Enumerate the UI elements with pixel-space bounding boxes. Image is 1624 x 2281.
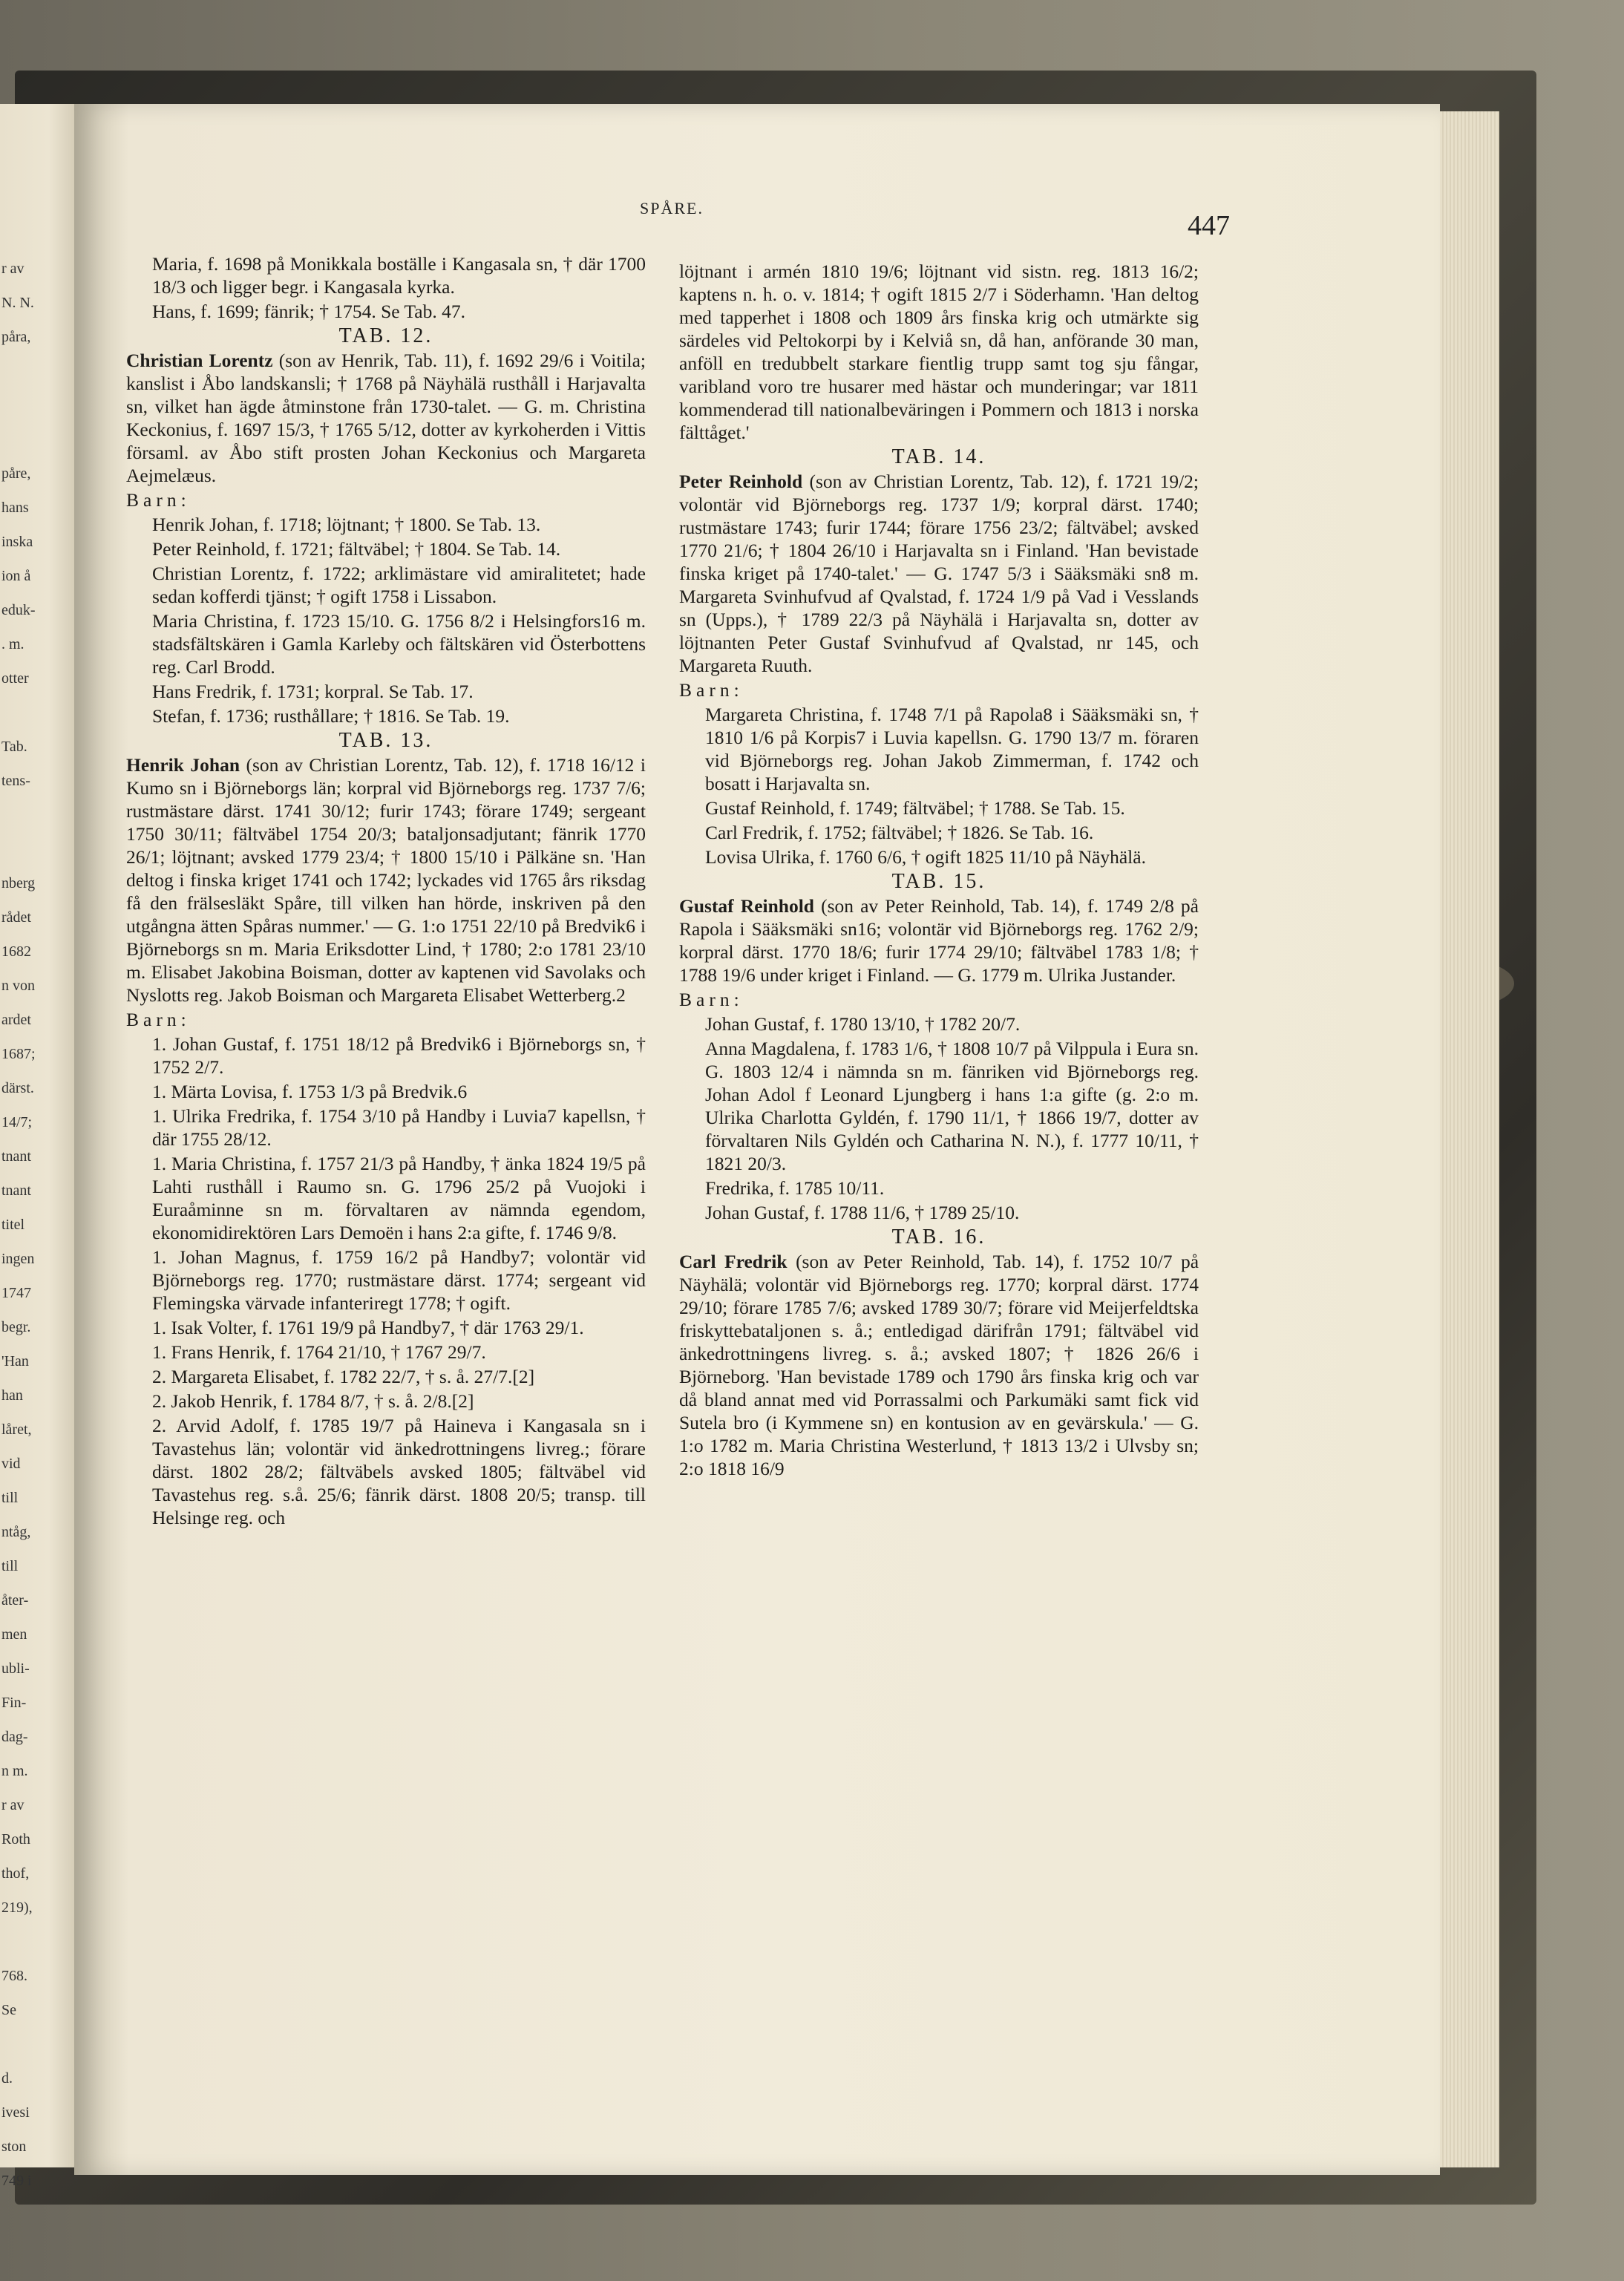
tab-14-name: Peter Reinhold — [679, 471, 803, 492]
tab-15-name: Gustaf Reinhold — [679, 895, 814, 917]
left-page-fragment: till — [1, 1490, 19, 1506]
left-page-fragment: 219), — [1, 1899, 33, 1916]
tab-14-barn: Barn: — [679, 679, 744, 701]
left-page-fragment: men — [1, 1626, 27, 1643]
tab-12-text: (son av Henrik, Tab. 11), f. 1692 29/6 i Voitila; kanslist i Åbo landskansli; † 1768 på Näyhälä rusthåll i Harjavalta sn, vilket han ägde åtminstone från 1730-talet. — G. m. Christina Keckonius, f. 1697 15/3, † 1765 5/12, dotter av kyrkoherden i Vittis församl. av Åbo stift prosten Johan Keckonius och Margareta Aejmelæus. — [126, 350, 646, 486]
tab-16-entry — [679, 1250, 1199, 1480]
tab-13-heading: TAB. 13. — [338, 729, 433, 752]
tab-12-child: Christian Lorentz, f. 1722; arklimästare vid amiralitetet; hade sedan kofferdi tjänst; † ogift 1758 i Lissabon. — [152, 563, 646, 607]
tab-16-name: Carl Fredrik — [679, 1251, 788, 1272]
tab-13-entry — [126, 753, 646, 1007]
tab-15-child: Johan Gustaf, f. 1780 13/10, † 1782 20/7. — [705, 1013, 1021, 1035]
tab-12-heading: TAB. 12. — [338, 324, 433, 347]
left-page-fragment: d. — [1, 2070, 13, 2087]
tab-13-child: 1. Märta Lovisa, f. 1753 1/3 på Bredvik.6 — [152, 1081, 468, 1102]
left-page-fragment: han — [1, 1387, 23, 1404]
left-page-fragment: låret, — [1, 1421, 32, 1438]
left-page-fragment: tens- — [1, 773, 30, 789]
left-page-fragment: 1682 — [1, 943, 31, 960]
left-page-fragment: dag- — [1, 1729, 28, 1745]
left-page-fragment: Tab. — [1, 739, 27, 755]
tab-12-child: Henrik Johan, f. 1718; löjtnant; † 1800. Se Tab. 13. — [152, 514, 541, 535]
tab-12-child: Maria Christina, f. 1723 15/10. G. 1756 8/2 i Helsingfors16 m. stadsfältskären i Gamla Karleby och fältskären vid Österbottens reg. Carl Brodd. — [152, 610, 646, 678]
left-page-fragment: 'Han — [1, 1353, 29, 1369]
left-page-fragment: n von — [1, 978, 35, 994]
continuation-text: löjtnant i armén 1810 19/6; löjtnant vid sistn. reg. 1813 16/2; kaptens n. h. o. v. 1814; † ogift 1815 2/7 i Söderhamn. 'Han deltog med tapperhet i 1808 och 1809 års finska krig och utmärkte sig särdeles vid Peltokorpi by i Kelviå sn, då han, anförande 30 man, anföll en tredubbelt starkare fientlig trupp samt tog sju fångar, varibland voro tre husarer med hästar och munderingar; var 1811 kommenderad till nationalbeväringen i Pommern och 1813 i norska fälttåget.' — [679, 261, 1199, 443]
tab-13-child: 2. Jakob Henrik, f. 1784 8/7, † s. å. 2/8.[2] — [152, 1390, 474, 1412]
intro-entry: Maria, f. 1698 på Monikkala boställe i Kangasala sn, † där 1700 18/3 och ligger begr. i Kangasala kyrka. — [152, 253, 646, 298]
tab-13-child: 1. Ulrika Fredrika, f. 1754 3/10 på Handby i Luvia7 kapellsn, † där 1755 28/12. — [152, 1105, 646, 1150]
tab-14-child: Carl Fredrik, f. 1752; fältväbel; † 1826. Se Tab. 16. — [705, 822, 1094, 843]
tab-15-child: Johan Gustaf, f. 1788 11/6, † 1789 25/10. — [705, 1202, 1020, 1223]
tab-15-child: Fredrika, f. 1785 10/11. — [705, 1177, 885, 1199]
left-page-fragment: r av — [1, 261, 24, 277]
left-page-fragment: ion å — [1, 568, 31, 584]
tab-13-barn: Barn: — [126, 1009, 191, 1030]
left-page-fragment: Roth — [1, 1831, 30, 1848]
page-number: 447 — [1188, 210, 1230, 241]
tab-13-child: 2. Margareta Elisabet, f. 1782 22/7, † s. å. 27/7.[2] — [152, 1366, 535, 1387]
left-page-fragment: ardet — [1, 1012, 31, 1028]
tab-13-name: Henrik Johan — [126, 754, 240, 776]
left-page-fragment: . m. — [1, 636, 24, 652]
tab-14-child: Lovisa Ulrika, f. 1760 6/6, † ogift 1825 11/10 på Näyhälä. — [705, 846, 1146, 868]
left-page-fragment: tnant — [1, 1182, 31, 1199]
tab-14-child: Margareta Christina, f. 1748 7/1 på Rapola8 i Sääksmäki sn, † 1810 1/6 på Korpis7 i Luvia kapellsn. G. 1790 13/7 m. föraren vid Björneborgs reg. Johan Jakob Zimmerman, f. 1742 och bosatt i Harjavalta sn. — [705, 704, 1199, 794]
left-page-fragment: 1747 — [1, 1285, 31, 1301]
left-page-fragment: ingen — [1, 1251, 35, 1267]
left-page-fragment: 749 i — [1, 2173, 32, 2189]
left-page-fragment: begr. — [1, 1319, 31, 1335]
left-page-fragment: inska — [1, 534, 33, 550]
page-edges — [1433, 111, 1499, 2167]
left-page-fragment: eduk- — [1, 602, 36, 618]
left-page-fragment: påra, — [1, 329, 31, 345]
left-page-fragment: thof, — [1, 1865, 30, 1882]
left-page-margin — [0, 104, 82, 2189]
left-page-fragment: 1687; — [1, 1046, 36, 1062]
intro-entry: Hans, f. 1699; fänrik; † 1754. Se Tab. 47. — [152, 301, 465, 322]
left-page-fragment: n m. — [1, 1763, 28, 1779]
left-page-fragment: nberg — [1, 875, 36, 891]
left-page-fragment: titel — [1, 1217, 25, 1233]
tab-12-child: Peter Reinhold, f. 1721; fältväbel; † 1804. Se Tab. 14. — [152, 538, 561, 560]
left-page-fragment: 768. — [1, 1968, 27, 1984]
tab-15-entry — [679, 894, 1199, 986]
tab-12-child: Hans Fredrik, f. 1731; korpral. Se Tab. 17. — [152, 681, 474, 702]
tab-12-child: Stefan, f. 1736; rusthållare; † 1816. Se Tab. 19. — [152, 705, 510, 727]
tab-12-entry — [126, 349, 646, 487]
left-page-fragment: till — [1, 1558, 19, 1574]
right-column — [679, 260, 1199, 1482]
tab-12-name: Christian Lorentz — [126, 350, 273, 371]
left-page-fragment: ston — [1, 2138, 27, 2155]
tab-14-text: (son av Christian Lorentz, Tab. 12), f. 1721 19/2; volontär vid Björneborgs reg. 1737 1/9; korpral därst. 1740; rustmästare 1743; furir 1744; förare 1756 23/2; fältväbel; avsked 1770 21/6; † 1804 26/10 i Harjavalta sn i Finland. 'Han bevistade finska kriget på 1740-talet.' — G. 1747 5/3 i Sääksmäki sn8 m. Margareta Svinhufvud af Qvalstad, f. 1724 1/9 på Vad i Vesslands sn (Upps.), † 1789 22/3 på Näyhälä i Harjavalta sn, dotter av löjtnanten Peter Gustaf Svinhufvud af Qvalstad, nr 145, och Margareta Ruuth. — [679, 471, 1199, 676]
tab-15-text: (son av Peter Reinhold, Tab. 14), f. 1749 2/8 på Rapola i Sääksmäki sn16; volontär vid Björneborgs reg. 1762 2/9; korpral därst. 1770 18/6; furir 1774 29/10; fältväbel 1783 1/8; † 1788 19/6 under kriget i Finland. — G. 1779 m. Ulrika Justander. — [679, 895, 1199, 986]
left-page-fragment: hans — [1, 500, 29, 516]
tab-16-text: (son av Peter Reinhold, Tab. 14), f. 1752 10/7 på Näyhälä; volontär vid Björneborgs reg. 1770; korpral därst. 1774 29/10; förare 1785 7/6; avsked 1789 30/7; förare vid Meijerfeldtska friskyttebataljonen s. å.; entledigad därifrån 1791; fältväbel vid änkedrottningens livreg. s. å.; avsked 1807; † 1826 26/6 i Björneborg. 'Han bevistade 1789 och 1790 års finska krig och var då bland annat med vid Porrassalmi och Parkumäki samt fick vid Sutela bro (i Kymmene sn) en kontusion av en gevärskula.' — G. 1:o 1782 m. Maria Christina Westerlund, † 1813 13/2 i Ulvsby sn; 2:o 1818 16/9 — [679, 1251, 1199, 1479]
left-page-fragment: r av — [1, 1797, 24, 1813]
tab-15-child: Anna Magdalena, f. 1783 1/6, † 1808 10/7 på Vilppula i Eura sn. G. 1803 12/4 i nämnda sn m. fänriken vid Björneborgs reg. Johan Adol f Leonard Ljungberg i hans 1:a gifte (g. 2:o m. Ulrika Charlotta Gyldén, f. 1790 11/1, † 1866 19/7, dotter av förvaltaren Nils Gyldén och Catharina N. N.), f. 1777 10/11, † 1821 20/3. — [705, 1038, 1199, 1174]
left-page-fragment: därst. — [1, 1080, 34, 1096]
tab-12-barn: Barn: — [126, 489, 191, 511]
left-page-fragment: 14/7; — [1, 1114, 33, 1130]
tab-13-child: 1. Isak Volter, f. 1761 19/9 på Handby7, † där 1763 29/1. — [152, 1317, 584, 1338]
tab-13-child: 2. Arvid Adolf, f. 1785 19/7 på Haineva i Kangasala sn i Tavastehus län; volontär vid änkedrottningens livreg.; förare därst. 1802 28/2; fältväbels avsked 1805; fältväbel vid Tavastehus reg. s.å. 25/6; fänrik därst. 1808 20/5; transp. till Helsinge reg. och — [152, 1415, 646, 1528]
left-page-fragment: Se — [1, 2002, 16, 2018]
tab-15-barn: Barn: — [679, 989, 744, 1010]
left-page-fragment: påre, — [1, 465, 31, 482]
tab-14-heading: TAB. 14. — [891, 445, 986, 468]
left-page-fragment: vid — [1, 1456, 21, 1472]
left-page-fragment: otter — [1, 670, 29, 687]
tab-13-child: 1. Maria Christina, f. 1757 21/3 på Handby, † änka 1824 19/5 på Lahti rusthåll i Raumo sn. G. 1796 25/2 på Vuojoki i Euraåminne sn m. förvaltaren av nämnda egendom, ekonomidirektören Lars Demoën i hans 2:a gifte, f. 1746 9/8. — [152, 1153, 646, 1243]
left-column — [126, 252, 646, 1531]
left-page-fragment: tnant — [1, 1148, 31, 1165]
tab-13-child: 1. Frans Henrik, f. 1764 21/10, † 1767 29/7. — [152, 1341, 486, 1363]
left-page-fragment: åter- — [1, 1592, 29, 1609]
left-page-fragment: Fin- — [1, 1695, 27, 1711]
running-head: SPÅRE. — [640, 199, 704, 217]
tab-13-child: 1. Johan Gustaf, f. 1751 18/12 på Bredvik6 i Björneborgs sn, † 1752 2/7. — [152, 1033, 646, 1078]
left-page-fragment: ntåg, — [1, 1524, 31, 1540]
tab-14-entry — [679, 470, 1199, 677]
left-page-fragment: N. N. — [1, 295, 34, 311]
tab-14-child: Gustaf Reinhold, f. 1749; fältväbel; † 1788. Se Tab. 15. — [705, 797, 1125, 819]
left-page-fragment: ubli- — [1, 1660, 30, 1677]
left-page-fragment: rådet — [1, 909, 31, 926]
left-page-fragment: ivesi — [1, 2104, 30, 2121]
tab-13-text: (son av Christian Lorentz, Tab. 12), f. 1718 16/12 i Kumo sn i Björneborgs län; korpral vid Björneborgs reg. 1737 7/6; rustmästare därst. 1741 30/12; furir 1743; förare 1749; sergeant 1750 30/11; fältväbel 1754 20/3; bataljonsadjutant; fänrik 1770 26/1; löjtnant; avsked 1779 23/4; † 1800 15/10 i Pälkäne sn. 'Han deltog i finska kriget 1741 och 1742; lyckades vid 1765 års riksdag få den frälsesläkt Spåre, till vilken han hörde, inskriven på den utgångna ätten Spåras nummer.' — G. 1:o 1751 22/10 på Bredvik6 i Björneborgs sn m. Maria Eriksdotter Lind, † 1780; 2:o 1781 23/10 m. Elisabet Jakobina Boisman, dotter av kaptenen vid Savolaks och Nyslotts reg. Jakob Boisman och Margareta Elisabet Wetterberg.2 — [126, 754, 646, 1006]
tab-16-heading: TAB. 16. — [891, 1225, 986, 1249]
tab-13-child: 1. Johan Magnus, f. 1759 16/2 på Handby7; volontär vid Björneborgs reg. 1770; rustmästare därst. 1774; sergeant vid Flemingska värvade infanteriregt 1778; † ogift. — [152, 1246, 646, 1314]
tab-15-heading: TAB. 15. — [891, 870, 986, 893]
